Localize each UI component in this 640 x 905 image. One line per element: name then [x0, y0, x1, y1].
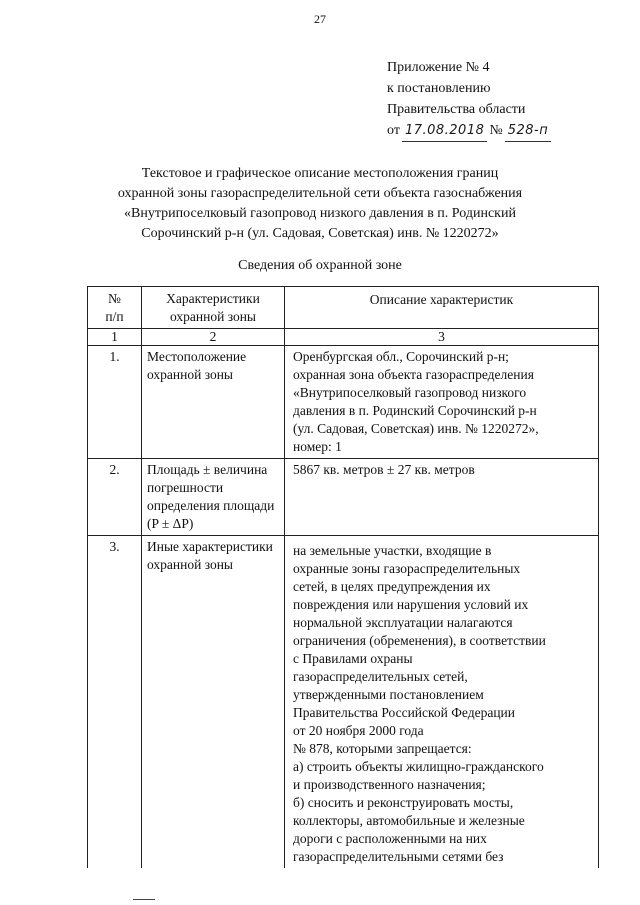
header-characteristics: Характеристики охранной зоны [142, 287, 285, 329]
table-row [88, 536, 599, 869]
appendix-date-line [387, 120, 553, 142]
page-number: 27 [314, 12, 326, 26]
appendix-line-1: Приложение № 4 [387, 60, 490, 75]
protection-zone-table [87, 286, 599, 868]
title-line-3: «Внутрипоселковый газопровод низкого давления в п. Родинский [124, 206, 516, 221]
row-description: на земельные участки, входящие в охранные зоны газораспределительных сетей, в целях предупреждения их повреждения или нарушения условий их нормальной эксплуатации налагаются ограничения (обременения), в соответствии с Правилами охраны газораспределительных сетей, утвержденными постановлением Правительства Российской Федерации от 20 ноября 2000 года № 878, которыми запрещается: а) строить объекты жилищно-гражданского и производственного назначения; б) сносить и реконструировать мосты, коллекторы, автомобильные и железные дороги с расположенными на них газораспределительными сетями без [285, 536, 599, 869]
document-title [70, 164, 570, 244]
row-number: 3. [88, 536, 142, 869]
appendix-line-2: к постановлению [387, 81, 491, 96]
title-line-1: Текстовое и графическое описание местоположения границ [141, 166, 499, 181]
table-row [88, 346, 599, 459]
row-number: 2. [88, 459, 142, 536]
handwritten-date: 17.08.2018 [402, 120, 487, 142]
column-index-cell: 2 [142, 329, 285, 346]
header-description: Описание характеристик [285, 287, 599, 329]
column-index-row [88, 329, 599, 346]
footer-divider [133, 899, 155, 900]
appendix-block [387, 57, 553, 142]
title-line-2: охранной зоны газораспределительной сети объекта газоснабжения [117, 186, 523, 201]
date-prefix: от [387, 123, 400, 138]
handwritten-number: 528-п [505, 120, 552, 142]
row-characteristic: Местоположение охранной зоны [142, 346, 285, 459]
table-row [88, 459, 599, 536]
row-description: Оренбургская обл., Сорочинский р-н; охранная зона объекта газораспределения «Внутрипоселковый газопровод низкого давления в п. Родинский Сорочинский р-н (ул. Садовая, Советская) инв. № 1220272», номер: 1 [285, 346, 599, 459]
header-num: № п/п [88, 287, 142, 329]
row-characteristic: Иные характеристики охранной зоны [142, 536, 285, 869]
row-number: 1. [88, 346, 142, 459]
section-title: Сведения об охранной зоне [238, 258, 402, 273]
appendix-line-3: Правительства области [387, 102, 526, 117]
table-header-row [88, 287, 599, 329]
row-characteristic: Площадь ± величина погрешности определения площади (P ± ΔP) [142, 459, 285, 536]
column-index-cell: 1 [88, 329, 142, 346]
title-line-4: Сорочинский р-н (ул. Садовая, Советская) инв. № 1220272» [141, 226, 499, 241]
column-index-cell: 3 [285, 329, 599, 346]
row-description: 5867 кв. метров ± 27 кв. метров [285, 459, 599, 536]
number-sign: № [489, 123, 503, 138]
